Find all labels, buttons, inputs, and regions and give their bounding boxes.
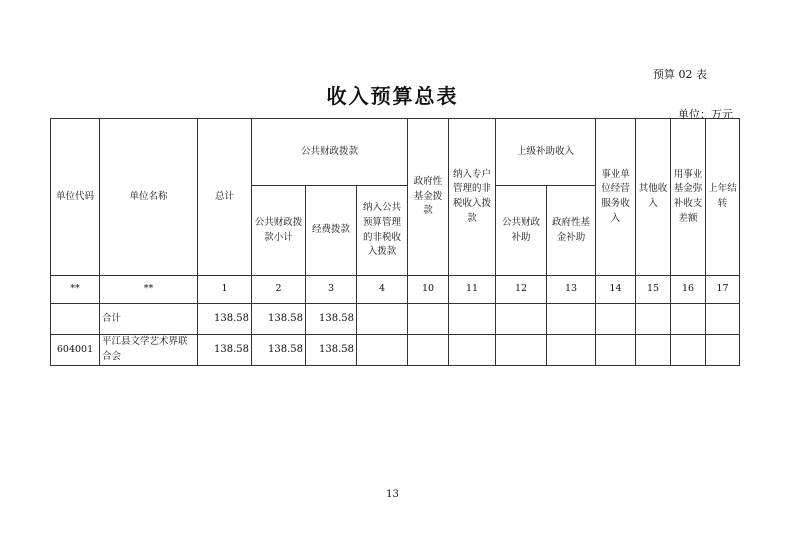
index-cell: 15: [636, 276, 671, 304]
header-total: 总计: [198, 119, 252, 276]
empty-cell: [496, 335, 547, 366]
income-budget-table: [50, 118, 740, 366]
index-cell: 17: [706, 276, 740, 304]
index-cell: **: [100, 276, 198, 304]
unit-name-cell: 合计: [100, 304, 198, 335]
table-row: [51, 335, 740, 366]
index-cell: 2: [252, 276, 306, 304]
empty-cell: [408, 304, 449, 335]
empty-cell: [671, 335, 706, 366]
page-title: 收入预算总表: [326, 84, 459, 108]
page-number: 13: [386, 489, 399, 500]
total-cell: 138.58: [198, 335, 252, 366]
unit-label: 单位：万元: [678, 108, 733, 121]
empty-cell: [408, 335, 449, 366]
total-cell: 138.58: [198, 304, 252, 335]
header-operating-appropriation: 经费拨款: [306, 186, 357, 276]
unit-code-cell: 604001: [51, 335, 100, 366]
empty-cell: [357, 335, 408, 366]
header-unit-code: 单位代码: [51, 119, 100, 276]
index-cell: 11: [449, 276, 496, 304]
index-cell: 3: [306, 276, 357, 304]
index-cell: 10: [408, 276, 449, 304]
header-gov-fund-subsidy: 政府性基金补助: [547, 186, 596, 276]
subtotal-cell: 138.58: [252, 304, 306, 335]
unit-code-cell: [51, 304, 100, 335]
header-unit-name: 单位名称: [100, 119, 198, 276]
header-superior-subsidy-group: 上级补助收入: [496, 119, 596, 186]
header-gov-fund: 政府性基金拨款: [408, 119, 449, 276]
empty-cell: [596, 335, 636, 366]
index-cell: 14: [596, 276, 636, 304]
empty-cell: [706, 335, 740, 366]
header-non-tax-in-budget: 纳入公共预算管理的非税收入拨款: [357, 186, 408, 276]
page-code: 预算 02 表: [653, 68, 707, 81]
header-non-tax-special: 纳入专户管理的非税收入拨款: [449, 119, 496, 276]
index-row: [51, 276, 740, 304]
index-cell: 1: [198, 276, 252, 304]
header-public-finance-group: 公共财政拨款: [252, 119, 408, 186]
unit-name-cell: 平江县文学艺术界联合会: [100, 335, 198, 366]
operating-cell: 138.58: [306, 335, 357, 366]
empty-cell: [496, 304, 547, 335]
header-fund-offset: 用事业基金弥补收支差额: [671, 119, 706, 276]
header-other-income: 其他收入: [636, 119, 671, 276]
empty-cell: [706, 304, 740, 335]
operating-cell: 138.58: [306, 304, 357, 335]
header-business-service: 事业单位经营服务收入: [596, 119, 636, 276]
empty-cell: [671, 304, 706, 335]
header-public-finance-subsidy: 公共财政补助: [496, 186, 547, 276]
table-row: [51, 304, 740, 335]
subtotal-cell: 138.58: [252, 335, 306, 366]
empty-cell: [636, 304, 671, 335]
index-cell: 4: [357, 276, 408, 304]
empty-cell: [449, 304, 496, 335]
empty-cell: [547, 335, 596, 366]
index-cell: 16: [671, 276, 706, 304]
header-carryover: 上年结转: [706, 119, 740, 276]
header-public-finance-subtotal: 公共财政拨款小计: [252, 186, 306, 276]
index-cell: 12: [496, 276, 547, 304]
index-cell: 13: [547, 276, 596, 304]
empty-cell: [636, 335, 671, 366]
empty-cell: [596, 304, 636, 335]
empty-cell: [449, 335, 496, 366]
empty-cell: [547, 304, 596, 335]
index-cell: **: [51, 276, 100, 304]
empty-cell: [357, 304, 408, 335]
